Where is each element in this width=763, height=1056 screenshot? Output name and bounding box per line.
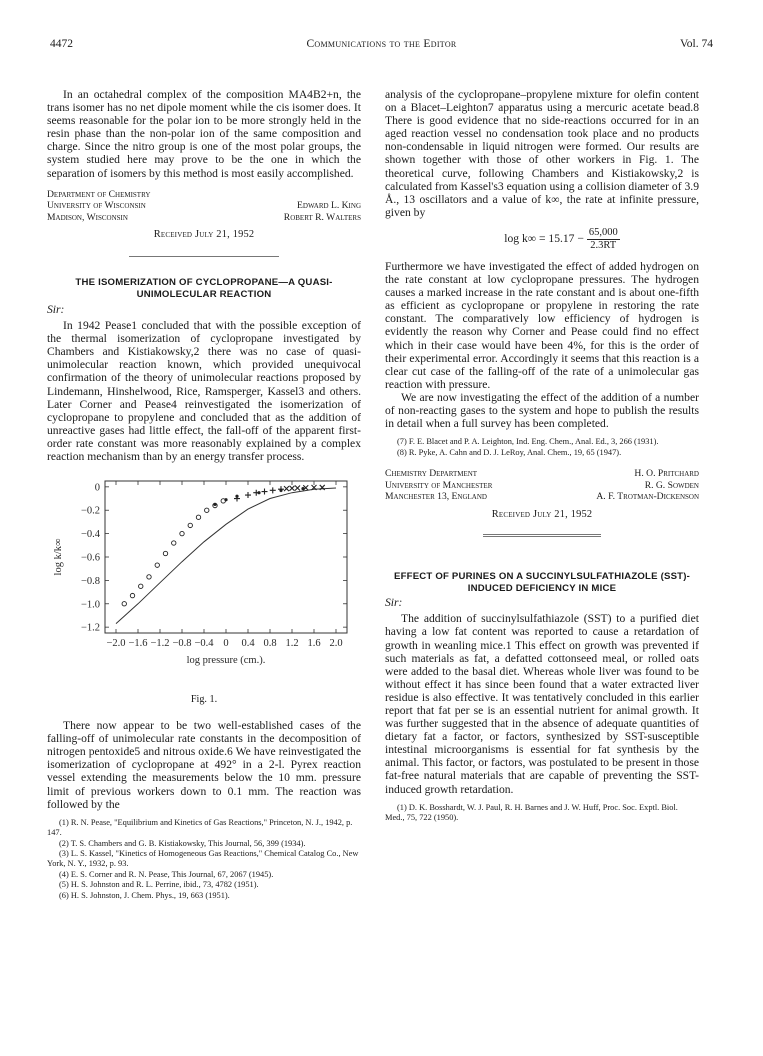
footnote: (1) D. K. Bosshardt, W. J. Paul, R. H. Barnes and J. W. Huff, Proc. Soc. Exptl. Biol. Med., 75, 722 (1950).	[385, 802, 678, 823]
footnote: (6) H. S. Johnston, J. Chem. Phys., 19, 663 (1951).	[59, 890, 230, 900]
body-paragraph: Furthermore we have investigated the effect of added hydrogen on the rate constant at low cyclopropane pressures. The hydrogen causes a marked increase in the rate constant and is about one-fifth as efficient as cyclopropane or propylene in restoring the rate constant. The comparatively low efficiency of hydrogen is evidently the reason why Corner and Pease could find no effect which in their case would have been 4%, for this is the order of their experimental error. Accordingly it seems that this reaction is a clear cut case of the falling-off of the rate of a unimolecular gas reaction with pressure.	[385, 259, 699, 391]
x-tick-label: −0.4	[194, 638, 214, 650]
author-name: Robert R. Walters	[283, 211, 361, 223]
affiliation-line: Madison, Wisconsin	[47, 211, 128, 223]
data-point-dot	[279, 489, 282, 492]
figure-caption: Fig. 1.	[190, 694, 218, 706]
data-point-dot	[213, 503, 216, 506]
footnote: (3) L. S. Kassel, "Kinetics of Homogeneous Gas Reactions," Chemical Catalog Co., New York, N. Y., 1932, p. 93.	[47, 848, 359, 869]
salutation: Sir:	[47, 303, 65, 317]
data-point-dot	[235, 495, 238, 498]
y-axis-label: log k/k∞	[53, 538, 64, 576]
x-tick-label: 0	[223, 638, 229, 650]
affiliation-line: University of Manchester	[385, 479, 493, 491]
footnote: (1) R. N. Pease, "Equilibrium and Kinetics of Gas Reactions," Princeton, N. J., 1942, p. 147.	[47, 817, 353, 838]
data-point-circle	[196, 515, 200, 519]
y-tick-label: −1.0	[80, 599, 100, 611]
body-paragraph: In 1942 Pease1 concluded that with the possible exception of the thermal isomerization of cyclopropane investigated by Chambers and Kistiakowsky,2 there was no case of quasi-unimolecular reaction known, which provided unequivocal confirmation of the theory of unimolecular reactions proposed by Lindemann, Hinshelwood, Rice, Ramsperger, Kassel3 and others. Later Corner and Pease4 reinvestigated the isomerization of cyclopropane to propylene and concluded that as the addition of unreactive gases had little effect, the fall-off of the apparent first-order rate constant was more reasonably explained by a complex reaction mechanism than by an energy transfer process.	[47, 319, 361, 463]
section-divider	[129, 256, 279, 257]
data-point-circle	[188, 523, 192, 527]
equation-fraction	[587, 227, 620, 252]
equation-lhs: log k∞ = 15.17 −	[504, 232, 584, 246]
page-number: 4472	[50, 38, 73, 50]
data-point-circle	[155, 563, 159, 567]
theoretical-curve	[116, 488, 336, 624]
article-title: THE ISOMERIZATION OF CYCLOPROPANE—A QUASI-UNIMOLECULAR REACTION	[75, 277, 333, 301]
log-k-chart	[47, 473, 361, 668]
equation-denominator: 2.3RT	[590, 239, 617, 251]
data-point-circle	[122, 602, 126, 606]
footnote: (7) F. E. Blacet and P. A. Leighton, Ind. Eng. Chem., Anal. Ed., 3, 266 (1931).	[397, 437, 659, 447]
equation-numerator: 65,000	[588, 226, 618, 238]
y-tick-label: −1.2	[80, 622, 100, 634]
y-tick-label: −0.8	[80, 575, 100, 587]
affiliation-line: Manchester 13, England	[385, 491, 487, 503]
volume-label: Vol. 74	[679, 38, 713, 50]
figure-1	[47, 473, 361, 688]
running-head: Communications to the Editor	[306, 38, 457, 50]
footnote: (2) T. S. Chambers and G. B. Kistiakowsky, This Journal, 56, 399 (1934).	[59, 838, 306, 848]
y-tick-label: −0.2	[80, 505, 100, 517]
x-tick-label: 2.0	[329, 638, 343, 650]
intro-paragraph: In an octahedral complex of the composition MA4B2+n, the trans isomer has no net dipole moment while the cis isomer does. It seems reasonable for the polar ion to be more strongly held in the resin phase than the non-polar ion of the same composition and charge. Since the nitro group is one of the most polar groups, the system studied here may prove to be the one in which the separation of isomers by this method is most easily accomplished.	[47, 88, 361, 180]
data-point-plus	[262, 489, 268, 495]
plot-frame	[105, 481, 347, 633]
x-tick-label: 0.8	[263, 638, 277, 650]
body-paragraph: There now appear to be two well-established cases of the falling-off of unimolecular rate constants in the decomposition of nitrogen pentoxide5 and nitrous oxide.6 We have reinvestigated the isomerization of cyclopropane at 492° in a 2-l. Pyrex reaction vessel extending the measurements below the 10 mm. pressure limit of previous workers down to 0.1 mm. The reaction was followed by the	[47, 719, 361, 811]
data-point-cross	[284, 486, 289, 491]
data-point-plus	[245, 492, 251, 498]
x-tick-label: −1.2	[150, 638, 170, 650]
data-point-circle	[205, 508, 209, 512]
author-name: R. G. Sowden	[644, 479, 699, 491]
data-point-circle	[147, 575, 151, 579]
data-point-cross	[290, 486, 295, 491]
affiliation-line: Chemistry Department	[385, 467, 478, 479]
x-tick-label: −1.6	[128, 638, 148, 650]
footnote: (8) R. Pyke, A. Cahn and D. J. LeRoy, Anal. Chem., 19, 65 (1947).	[397, 447, 622, 457]
data-point-dot	[257, 491, 260, 494]
page-header	[0, 38, 763, 54]
y-tick-label: 0	[94, 482, 100, 494]
data-point-circle	[130, 593, 134, 597]
x-tick-label: −0.8	[172, 638, 192, 650]
data-point-plus	[270, 487, 276, 493]
left-column	[47, 88, 361, 901]
data-point-circle	[163, 551, 167, 555]
affiliation-block	[47, 189, 361, 224]
received-date: Received July 21, 1952	[153, 229, 255, 241]
footnotes	[47, 818, 361, 901]
body-paragraph: The addition of succinylsulfathiazole (SST) to a purified diet having a low fat content was reported to cause a retardation of growth in weanling mice.1 This effect on growth was prevented if such materials as fat, a defatted cottonseed meal, or rolled oats were added to the basal diet. Whereas whole liver was found to be without effect it has since been found that a water extracted liver residue is also effective. It was tentatively concluded in this earlier report that fat per se is an essential nutrient for animal growth. It was further suggested that in the absence of adequate quantities of dietary fat a factor, or factors, synthesized by SST-susceptible intestinal microorganisms is essential for fat synthesis by the animal. This factor, or factors, was postulated to be present in those fat-free natural materials that are capable of preventing the SST-induced growth retardation.	[385, 612, 699, 796]
x-axis-label: log pressure (cm.).	[186, 655, 266, 667]
article-title: EFFECT OF PURINES ON A SUCCINYLSULFATHIAZOLE (SST)-INDUCED DEFICIENCY IN MICE	[393, 570, 691, 594]
author-name: A. F. Trotman-Dickenson	[596, 491, 699, 503]
author-name: H. O. Pritchard	[634, 467, 699, 479]
received-date: Received July 21, 1952	[491, 508, 593, 520]
body-paragraph: We are now investigating the effect of the addition of a number of non-reacting gases to the system and hope to publish the results in detail when a full survey has been completed.	[385, 390, 699, 431]
y-tick-label: −0.6	[80, 552, 100, 564]
body-paragraph: analysis of the cyclopropane–propylene mixture for olefin content on a Blacet–Leighton7 apparatus using a mercuric acetate bead.8 There is good evidence that no side-reactions occurred for in an aged reaction vessel no condensation took place and no products non-condensable in liquid nitrogen were formed. Our results are shown together with those of other workers in Fig. 1. The theoretical curve, following Chambers and Kistiakowsky,2 is calculated from Kassel's3 equation using a collision diameter of 3.9 Å., 13 oscillators and a value of k∞, the rate at infinite pressure, given by	[385, 88, 699, 219]
data-point-circle	[180, 531, 184, 535]
data-point-dot	[224, 498, 227, 501]
equation	[425, 227, 699, 252]
y-tick-label: −0.4	[80, 529, 100, 541]
data-point-dot	[301, 487, 304, 490]
x-tick-label: 1.2	[285, 638, 299, 650]
x-tick-label: −2.0	[106, 638, 126, 650]
footnotes	[385, 803, 699, 824]
salutation: Sir:	[385, 596, 403, 610]
data-point-circle	[139, 584, 143, 588]
author-name: Edward L. King	[297, 200, 361, 212]
x-tick-label: 0.4	[241, 638, 255, 650]
footnote: (4) E. S. Corner and R. N. Pease, This Journal, 67, 2067 (1945).	[59, 869, 274, 879]
x-tick-label: 1.6	[307, 638, 321, 650]
section-divider	[483, 534, 601, 537]
affiliation-line: University of Wisconsin	[47, 200, 146, 212]
footnote: (5) H. S. Johnston and R. L. Perrine, ibid., 73, 4782 (1951).	[59, 880, 259, 890]
signature-block	[385, 468, 699, 503]
right-column	[385, 88, 699, 823]
footnotes	[385, 437, 699, 458]
data-point-cross	[295, 486, 300, 491]
data-point-circle	[172, 541, 176, 545]
affiliation-line: Department of Chemistry	[47, 188, 151, 200]
